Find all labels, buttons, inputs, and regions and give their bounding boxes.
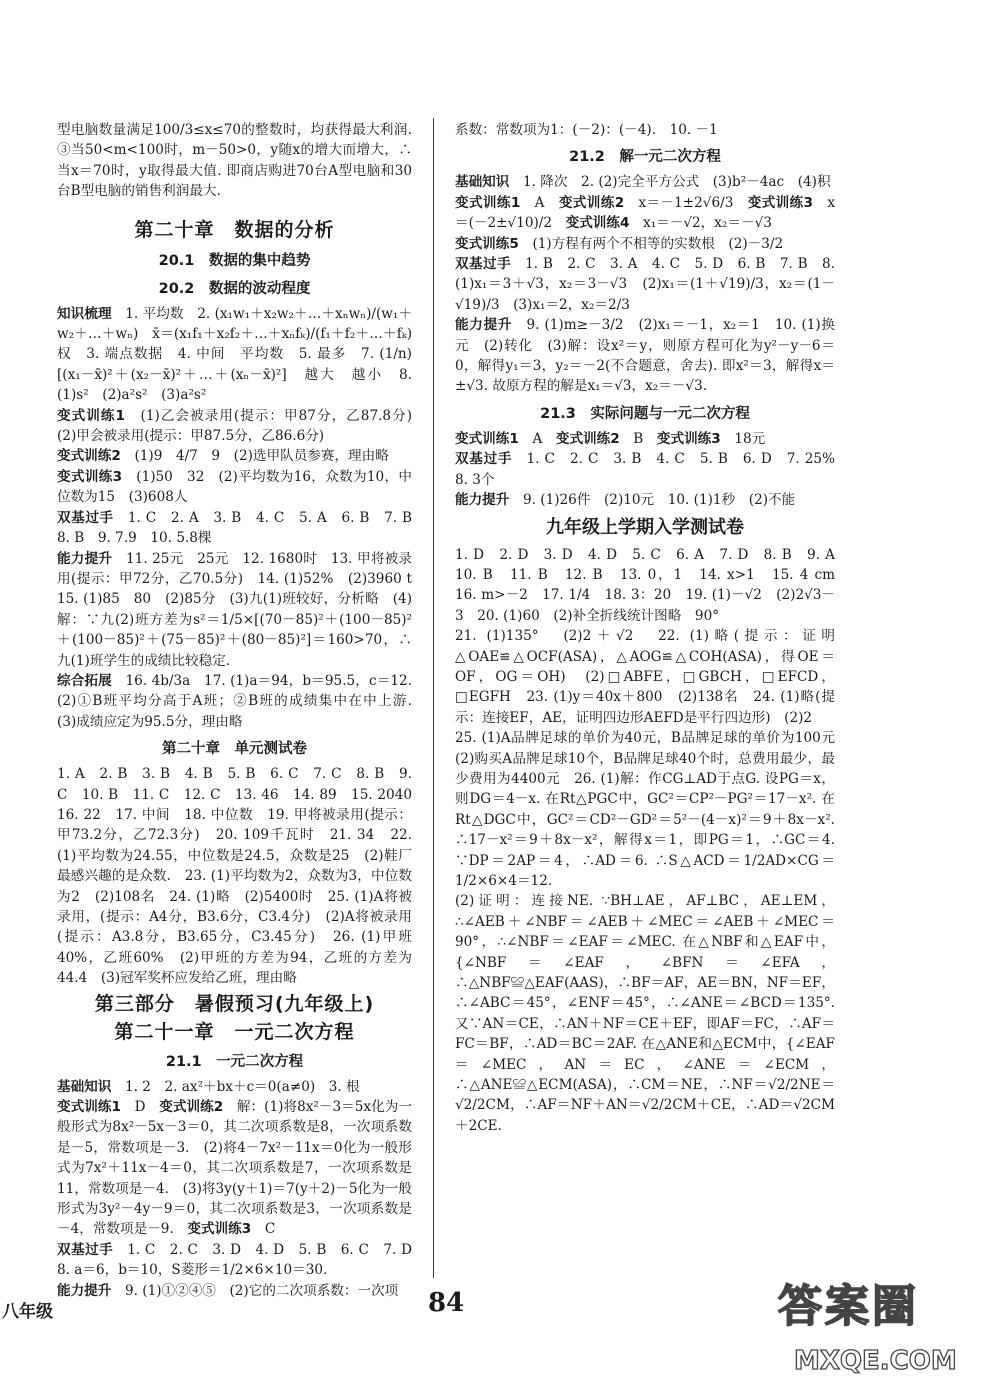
variant-training-21-3: [455, 429, 835, 449]
variant-training-text: A: [534, 194, 545, 211]
variant-training-label: 变式训练3: [656, 430, 721, 447]
double-basics-label: 双基过手: [455, 256, 512, 273]
variant-training-1-text: (1)乙会被录用(提示：甲87分，乙87.8分) (2)甲会被录用(提示：甲87.5分，乙86.6分): [57, 407, 426, 445]
variant-training-1-2: [57, 1097, 412, 1240]
double-basics-label: 双基过手: [455, 451, 513, 468]
knowledge-summary-text: 1. 平均数 2. (x₁w₁＋x₂w₂＋…＋xₙwₙ)/(w₁＋w₂＋…＋wₙ) x̄＝(x₁f₁＋x₂f₂＋…＋xₙfₖ)/(f₁＋f₂＋…＋fₖ) 权 3. 端点数据 4. 中间 平均数 5. 最多 7. (1/n)[(x₁－x̄)²＋(x₂－x̄)²＋…＋(xₙ－x̄)²] 越大 越小 8. (1)s² (2)a²s² (3)a²s²: [57, 305, 426, 404]
double-basics-21-1: [57, 1240, 426, 1281]
variant-training-3-label: 变式训练3: [57, 468, 123, 485]
section21-2-title: 21.2 解一元二次方程: [569, 149, 721, 166]
ability-improvement-21-3: [455, 490, 835, 510]
double-basics-21-3: [455, 449, 849, 490]
right-column: [455, 120, 849, 1136]
variant-training-label: 变式训练2: [555, 430, 620, 447]
variant-training-text: C: [264, 1221, 276, 1238]
chapter19-tail-text: 型电脑数量满足100/3≤x≤70的整数时，均获得最大利润. ③当50<m<100时，m－50>0，y随x的增大而增大，∴当x＝70时，y取得最大值. 即商店购进70台A型电脑和30台B型电脑的销售利润最大.: [57, 122, 412, 200]
variant-training-3-text: (1)50 32 (2)平均数为16，众数为10，中位数为15 (3)608人: [57, 468, 413, 506]
entrance-test-answers-3: 25. (1)A品牌足球的单价为40元，B品牌足球的单价为100元 (2)购买A品牌足球10个，B品牌足球40个时，总费用最少，最少费用为4400元 26. (1)解：作CG⊥AD于点G. 设PG＝x，则DG＝4－x. 在Rt△PGC中，GC²＝CP²－PG²＝17－x². 在Rt△DGC中，GC²＝CD²－GD²＝5²－(4－x)²＝9＋8x－x². ∴17－x²＝9＋8x－x²，解得x＝1，即PG＝1，∴GC＝4. ∵DP＝2AP＝4，∴AD＝6. ∴S△ACD＝1/2AD×CG＝1/2×6×4＝12.: [455, 730, 849, 889]
ability-improvement-label: 能力提升: [57, 550, 113, 567]
double-basics: [57, 508, 426, 549]
basic-knowledge-text: 1. 2 2. ax²＋bx＋c＝0(a≠0) 3. 根: [124, 1078, 360, 1095]
ability-improvement-text: 9. (1)①②④⑤ (2)它的二次项系数：一次项: [124, 1282, 399, 1299]
variant-training-label: 变式训练1: [455, 430, 519, 447]
ability-improvement-text: 9. (1)m≥－3/2 (2)x₁＝－1，x₂＝1 10. (1)换元 (2)转化 (3)解：设x²＝y，则原方程可化为y²－y－6＝0，解得y₁＝3，y₂＝－2(不合题意，舍去). 即x²＝3，解得x＝±√3. 故原方程的解是x₁＝√3，x₂＝－√3.: [455, 317, 836, 395]
ability-improvement-label: 能力提升: [57, 1282, 112, 1299]
entrance-test-title: 九年级上学期入学测试卷: [546, 516, 744, 538]
variant-training-2-text: (1)9 4/7 9 (2)选甲队员参赛，理由略: [134, 448, 389, 465]
watermark-logo: [760, 1265, 1000, 1381]
column-divider: [433, 118, 434, 1278]
variant-training-1-label: 变式训练1: [57, 407, 125, 424]
variant-training-2-label: 变式训练2: [57, 448, 121, 465]
double-basics-text: 1. C 2. A 3. B 4. C 5. A 6. B 7. B 8. B 9. 7.9 10. 5.8棵: [57, 509, 426, 547]
page-number: 84: [428, 1288, 465, 1318]
watermark-sub-text: MXQE.COM: [794, 1346, 957, 1376]
variant-training-text: x＝－1±2√6/3: [638, 194, 734, 211]
variant-training-label: 变式训练1: [455, 194, 521, 211]
ability-improvement-text: 9. (1)26件 (2)10元 10. (1)1秒 (2)不能: [522, 492, 796, 509]
ability-improvement: [57, 549, 426, 671]
variant-training-2: [57, 446, 412, 466]
knowledge-summary-label: 知识梳理: [57, 305, 112, 322]
variant-training-5-21-2: [455, 234, 835, 254]
variant-training-text: 解：(1)将8x²－3＝5x化为一般形式为8x²－5x－3＝0，其二次项系数是8，一次项系数是－5，常数项是－3. (2)将4－7x²－11x＝0化为一般形式为7x²＋11x－4＝0，其二次项系数是7，一次项系数是11，常数项是－4. (3)将3y(y＋1)＝7(y＋2)－5化为一般形式为3y²－4y－9＝0，其二次项系数是3，一次项系数是－4，常数项是－9.: [57, 1099, 413, 1238]
variant-training-label: 变式训练4: [565, 215, 630, 232]
ability-improvement-21-1: [57, 1281, 412, 1301]
basic-knowledge-text: 1. 降次 2. (2)完全平方公式 (3)b²－4ac (4)积: [522, 174, 831, 191]
section21-1-title: 21.1 一元二次方程: [165, 1053, 304, 1070]
comprehensive-extension-text: 16. 4b/3a 17. (1)a＝94，b＝95.5，c＝12. (2)①B班平均分高于A班；②B班的成绩集中在中上游. (3)成绩应定为95.5分，理由略: [57, 672, 426, 730]
chapter21-title: 第二十一章 一元二次方程: [114, 1020, 355, 1043]
comprehensive-extension: [57, 671, 426, 732]
variant-training-3: [57, 467, 412, 508]
double-basics-text: 1. C 2. C 3. B 4. C 5. B 6. D 7. 25% 8. 3个: [455, 451, 849, 488]
double-basics-label: 双基过手: [57, 509, 114, 526]
section20-2-title: 20.2 数据的波动程度: [158, 280, 311, 297]
entrance-test-answers-4: (2)证明：连接NE. ∵BH⊥AE，AF⊥BC，AE⊥EM，∴∠AEB＋∠NBF＝∠AEB＋∠MEC＝∠AEB＋∠MEC＝90°，∴∠NBF＝∠EAF＝∠MEC. 在△NBF和△EAF中，{∠NBF＝∠EAF，∠BFN＝∠EFA，∴△NBF≌△EAF(AAS)，∴BF＝AF，AE＝BN，NF＝EF，∴∠ABC＝45°，∠ENF＝45°，∴∠ANE＝∠BCD＝135°. 又∵AN＝CE，∴AN＋NF＝CE＋EF，即AF＝FC，∴AF＝FC＝BF，∴AD＝BC＝2AF. 在△ANE和△ECM中，{∠EAF＝∠MEC，AN＝EC，∠ANE＝∠ECM，∴△ANE≌△ECM(ASA)，∴CM＝NE，∴NF＝√2/2NE＝√2/2CM，∴AF＝NF＋AN＝√2/2CM＋CE，∴AD＝√2CM＋2CE.: [455, 893, 835, 1134]
part3-title: 第三部分 暑假预习(九年级上): [94, 992, 375, 1015]
double-basics-label: 双基过手: [57, 1241, 114, 1258]
variant-training-label: 变式训练2: [159, 1099, 224, 1116]
unit-test-answers: 1. A 2. B 3. B 4. B 5. B 6. C 7. C 8. B 9. C 10. B 11. C 12. C 13. 46 14. 89 15. 2040 16. 22 17. 中间 18. 中位数 19. 甲将被录用(提示：甲73.2分，乙72.3分) 20. 109千瓦时 21. 34 22. (1)平均数为24.55，中位数是24.5，众数是25 (2)鞋厂最感兴趣的是众数. 23. (1)平均数为2，众数为3，中位数为2 (2)108名 24. (1)略 (2)5400时 25. (1)A将被录用，(提示：A4分，B3.6分，C3.4分) (2)A将被录用(提示：A3.8分，B3.65分，C3.45分) 26. (1)甲班40%，乙班60% (2)甲班的方差为94，乙班的方差为44.4 (3)冠军奖杯应发给乙班，理由略: [57, 766, 426, 987]
variant-training-text: x＝(－2±√10)/2: [455, 194, 836, 232]
variant-training-1: [57, 406, 426, 447]
double-basics-text: 1. C 2. C 3. D 4. D 5. B 6. C 7. D 8. a＝6，b＝10，S菱形＝1/2×6×10＝30.: [57, 1241, 426, 1279]
variant-training-21-2: [455, 193, 835, 234]
basic-knowledge-label: 基础知识: [57, 1078, 112, 1095]
variant-training-text: D: [134, 1099, 146, 1116]
ability-improvement-label: 能力提升: [455, 492, 510, 509]
variant-training-text: x₁＝－√2，x₂＝－√3: [643, 215, 772, 232]
entrance-test-answers-1: 1. D 2. D 3. D 4. D 5. C 6. A 7. D 8. B 9. A 10. B 11. B 12. B 13. 0，1 14. x>1 15. 4 cm 16. m>－2 17. 1/4 18. 3：20 19. (1)－√2 (2)2√3－3 20. (1)60 (2)补全折线统计图略 90°: [455, 546, 849, 624]
variant-training-text: A: [532, 430, 543, 447]
left-column: [57, 120, 426, 1301]
ability-improvement-label: 能力提升: [455, 317, 513, 334]
basic-knowledge: [57, 1077, 412, 1097]
comprehensive-extension-label: 综合拓展: [57, 672, 112, 689]
continued-text: 系数：常数项为1：(－2)：(－4). 10. －1: [455, 122, 718, 138]
double-basics-text: 1. B 2. C 3. A 4. C 5. D 6. B 7. B 8. (1)x₁＝3＋√3，x₂＝3－√3 (2)x₁＝(1＋√19)/3，x₂＝(1－√19)/3 (3)x₁＝2，x₂＝2/3: [455, 256, 835, 313]
entrance-test-answers-2: 21. (1)135° (2)2＋√2 22. (1)略(提示：证明△OAE≌△OCF(ASA)，△AOG≌△COH(ASA)，得OE＝OF，OG＝OH) (2)□ABFE，□GBCH，□EFCD，□EGFH 23. (1)y＝40x＋800 (2)138名 24. (1)略(提示：连接EF，AE，证明四边形AEFD是平行四边形) (2)2: [455, 628, 835, 726]
variant-training-text: 18元: [734, 430, 766, 447]
section20-1-title: 20.1 数据的集中趋势: [158, 252, 311, 269]
chapter20-title: 第二十章 数据的分析: [134, 218, 335, 241]
ability-improvement-21-2: [455, 315, 835, 397]
variant-training-label: 变式训练2: [558, 194, 625, 211]
knowledge-summary: [57, 304, 426, 406]
ability-improvement-text: 11. 25元 25元 12. 1680时 13. 甲将被录用(提示：甲72分，乙70.5分) 14. (1)52% (2)3960 t 15. (1)85 80 (2)85分 (3)九(1)班较好，分析略 (4)解：∵九(2)班方差为s²＝1/5×[(70－85)²＋(100－85)²＋(100－85)²＋(75－85)²＋(80－85)²]＝160>70，∴九(1)班学生的成绩比较稳定.: [57, 550, 426, 669]
grade-label: 八年级: [2, 1302, 53, 1322]
section21-3-title: 21.3 实际问题与一元二次方程: [540, 405, 750, 422]
variant-training-label: 变式训练3: [747, 194, 814, 211]
variant-training-label: 变式训练3: [187, 1221, 252, 1238]
watermark-main-text: 答案圈: [778, 1281, 919, 1332]
basic-knowledge-label: 基础知识: [455, 174, 510, 191]
basic-knowledge-21-2: [455, 172, 835, 192]
variant-training-label: 变式训练5: [455, 235, 519, 252]
variant-training-text: B: [633, 430, 644, 447]
variant-training-label: 变式训练1: [57, 1099, 121, 1116]
double-basics-21-2: [455, 254, 835, 315]
variant-training-text: (1)方程有两个不相等的实数根 (2)－3/2: [532, 235, 784, 252]
unit-test-title: 第二十章 单元测试卷: [162, 741, 307, 758]
